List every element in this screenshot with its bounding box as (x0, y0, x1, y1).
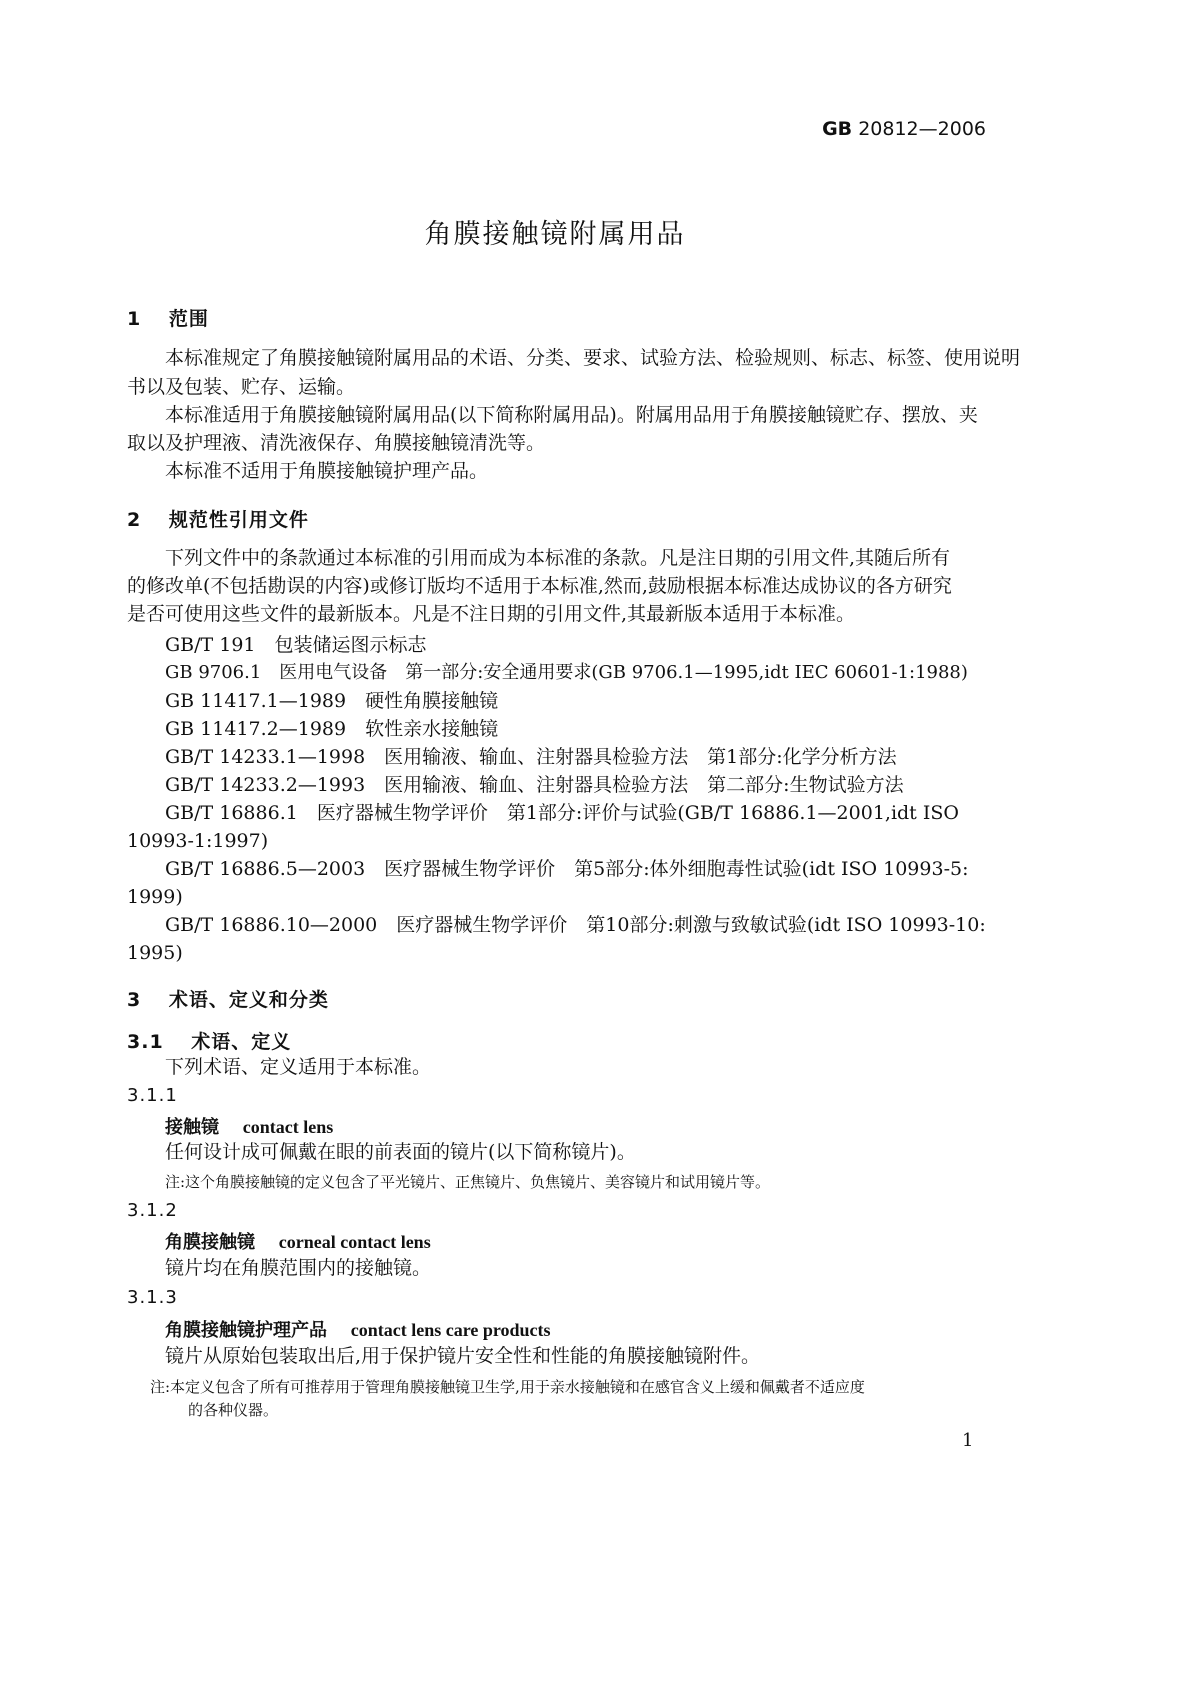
reference-item: GB 9706.1 医用电气设备 第一部分:安全通用要求(GB 9706.1—1995,idt IEC 60601-1:1988) (165, 662, 968, 683)
paragraph-line: 取以及护理液、清洗液保存、角膜接触镜清洗等。 (127, 432, 546, 454)
reference-item: GB 11417.2—1989 软性亲水接触镜 (165, 718, 499, 740)
term-heading (165, 1316, 551, 1342)
section-1-heading (127, 304, 209, 331)
reference-item-continuation: 1999) (127, 886, 183, 908)
term-english: corneal contact lens (278, 1232, 431, 1252)
section-2-heading (127, 505, 309, 532)
page-title: 角膜接触镜附属用品 (424, 219, 686, 250)
paragraph-line: 下列文件中的条款通过本标准的引用而成为本标准的条款。凡是注日期的引用文件,其随后所有 (165, 547, 951, 569)
reference-item: GB/T 16886.1 医疗器械生物学评价 第1部分:评价与试验(GB/T 16886.1—2001,idt ISO (165, 802, 959, 824)
paragraph-line: 的修改单(不包括勘误的内容)或修订版均不适用于本标准,然而,鼓励根据本标准达成协议的各方研究 (127, 575, 952, 597)
reference-item-continuation: 10993-1:1997) (127, 830, 269, 852)
section-number: 1 (127, 308, 142, 330)
standard-code: 20812—2006 (858, 118, 986, 140)
section-number: 2 (127, 509, 142, 531)
note-text: 注:本定义包含了所有可推荐用于管理角膜接触镜卫生学,用于亲水接触镜和在感官含义上缓和佩戴者不适应度 (150, 1378, 865, 1396)
section-title: 范围 (168, 308, 209, 330)
note-text: 注:这个角膜接触镜的定义包含了平光镜片、正焦镜片、负焦镜片、美容镜片和试用镜片等。 (165, 1173, 771, 1191)
paragraph-line: 是否可使用这些文件的最新版本。凡是不注日期的引用文件,其最新版本适用于本标准。 (127, 603, 856, 625)
paragraph-line: 下列术语、定义适用于本标准。 (165, 1056, 432, 1078)
term-english: contact lens (242, 1117, 334, 1137)
paragraph-line: 本标准不适用于角膜接触镜护理产品。 (165, 460, 489, 482)
reference-item: GB/T 14233.2—1993 医用输液、输血、注射器具检验方法 第二部分:生物试验方法 (165, 774, 904, 796)
section-title: 规范性引用文件 (168, 509, 309, 531)
term-chinese: 角膜接触镜 (165, 1232, 255, 1253)
reference-item: GB 11417.1—1989 硬性角膜接触镜 (165, 690, 499, 712)
term-english: contact lens care products (350, 1320, 551, 1340)
reference-item: GB/T 14233.1—1998 医用输液、输血、注射器具检验方法 第1部分:化学分析方法 (165, 746, 897, 768)
paragraph-line: 本标准规定了角膜接触镜附属用品的术语、分类、要求、试验方法、检验规则、标志、标签、使用说明 (165, 347, 1021, 369)
term-definition: 镜片从原始包装取出后,用于保护镜片安全性和性能的角膜接触镜附件。 (165, 1345, 761, 1367)
reference-item: GB/T 191 包装储运图示标志 (165, 634, 427, 656)
reference-item-continuation: 1995) (127, 942, 183, 964)
paragraph-line: 本标准适用于角膜接触镜附属用品(以下简称附属用品)。附属用品用于角膜接触镜贮存、摆放、夹 (165, 404, 978, 426)
reference-item: GB/T 16886.5—2003 医疗器械生物学评价 第5部分:体外细胞毒性试验(idt ISO 10993-5: (165, 858, 969, 880)
term-definition: 镜片均在角膜范围内的接触镜。 (165, 1257, 432, 1279)
section-number: 3 (127, 989, 142, 1011)
paragraph-line: 书以及包装、贮存、运输。 (127, 376, 356, 398)
standard-prefix: GB (822, 118, 853, 140)
note-text-continuation: 的各种仪器。 (188, 1401, 279, 1419)
term-number: 3.1.1 (127, 1085, 178, 1106)
term-chinese: 接触镜 (165, 1117, 219, 1138)
subsection-title: 术语、定义 (191, 1031, 292, 1053)
term-chinese: 角膜接触镜护理产品 (165, 1320, 327, 1341)
subsection-3-1-heading (127, 1027, 291, 1054)
subsection-number: 3.1 (127, 1031, 164, 1053)
term-number: 3.1.3 (127, 1287, 178, 1308)
page-number: 1 (962, 1430, 974, 1451)
section-title: 术语、定义和分类 (168, 989, 329, 1011)
term-definition: 任何设计成可佩戴在眼的前表面的镜片(以下简称镜片)。 (165, 1141, 636, 1163)
term-heading (165, 1113, 333, 1139)
section-3-heading (127, 985, 329, 1012)
term-number: 3.1.2 (127, 1200, 178, 1221)
term-heading (165, 1228, 431, 1254)
reference-item: GB/T 16886.10—2000 医疗器械生物学评价 第10部分:刺激与致敏试验(idt ISO 10993-10: (165, 914, 986, 936)
standard-number-header (822, 118, 986, 140)
